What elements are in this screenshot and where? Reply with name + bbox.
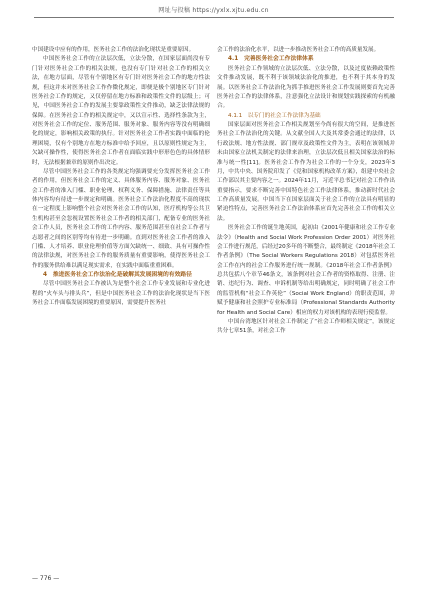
- left-paragraph-3: 尽管中国医务社会工作的各类规定均强调要充分发挥医务社会工作者的作用，但医务社会工作的定义、具体服务内容、服务对象、医务社会工作者的准入门槛、职业伦理、权利义务、保障措施、法律责任等具体内容均有待进一步规定和明确。医务社会工作法治化程度不高的现状在一定程度上影响整个社会对医务社会工作的认知，医疗机构等公共卫生机构甚至会忽视设置医务社会工作者的相关部门，配备专业的医务社会工作人员，医务社会工作的工作内容、服务范围甚至在社会工作者与志愿者之间的区别等均有待进一步明确。直到对医务社会工作者的准入门槛、人才培养、职业伦理价值等方面欠缺统一、细致、具有可操作性的法律法规，对医务社会工作的服务质量有重要影响，使得医务社会工作的服务供给难以满足现实需求，在实践中面临重重困难。: [32, 168, 210, 269]
- header-divider: [34, 17, 394, 18]
- page-header: [0, 0, 427, 22]
- left-paragraph-2: 中国医务社会工作的立法层次低，立法分散，在国家层面尚没有专门针对医务社会工作的相关法规，也没有专门针对社会工作的相关立法，在地方层面，尽管有个别地区有专门针对医务社会工作的地方性法规，但这并未对医务社会工作作微化规定，即便是极个别地区专门针对医务社会工作的规定，又仅停留在地方标准和政策性文件的层级上；可见，中国医务社会工作的发展主要靠政策性文件推动，缺乏法律法规的保障。在医务社会工作的相关规定中，又以宣示性、选择性条款为主，对医务社会工作的定位、服务范围、服务对象、服务内容等没有明确细化的规定，影响相关政策的执行。针对医务社会工作者实践中面临的伦理困境，仅有个别地方在地方标准中给予回应，且以原则性规定为主，欠缺可操作性，使得医务社会工作者在面临实践中形形色色的具体情形时，无法根据兼章的原则作出决定。: [32, 56, 210, 166]
- page-number: — 776 —: [32, 575, 60, 582]
- right-paragraph-5: 中国台湾地区针对社会工作制定了“社会工作师相关规定”，该规定共分七章51条，对社会工作: [217, 318, 395, 335]
- journal-url-header: 网址与投稿 https://yxlx.xjtu.edu.cn: [158, 7, 269, 14]
- left-paragraph-1: 中国建设中应有的作用，医务社会工作的法治化现状是重要原因。: [32, 47, 195, 53]
- right-paragraph-3: 国家层面对医务社会工作相关规划至今尚有很大的空间，是推进医务社会工作法治化的关键。从文献全国人大及其常委会通过的法律，以行政法规、地方性法规、部门规章及政策性文件为主，表明在该领域并未由国家立法机关制定的法律来治理，立法层次低且相关国家法治的标准与统一性[11]。医务社会工作作为社会工作的一个分支，2023年3月，中共中央、国务院印发了《党和国家机构改革方案》，组建中央社会工作部以其主要内容之一。2024年11月，习近平总书记对社会工作作出重要指示，要求不断完善中国特色社会工作法律体系，推动新时代社会工作高质量发展。中国当下在国家层面关于社会工作的立法具有明显的紧迫性特点，完善医务社会工作法治体系应首先完善社会工作的相关立法。: [217, 122, 395, 222]
- right-paragraph-4: 医务社会工作的诞生地英国，起初由《2001年健康和社会工作专业法令》（Health and Social Work Profession Order 2001）对医务社会工作进行规范，后经过20多年的不断整合，最终制定《2018年社会工作者条例》（The Social Workers Regulations 2018）对包括医务社会工作在内的社会工作服务进行统一规制。《2018年社会工作者条例》总共包括八个章节46条文，该条例对社会工作者的资格取得、注册、注销、违纪行为、调查、申诉机制等给出明确规定，同时明确了社会工作的监管机构“社会工作英伦”（Social Work England）的职责范围，并赋予健康和社会照护专业标准局（Professional Standards Authority for Health and Social Care）相应的权力对该机构的表现行使监督。: [217, 225, 395, 316]
- left-column: [32, 46, 210, 309]
- right-column: [217, 46, 395, 337]
- section-4-1-1-heading: 4.1.1 以专门的社会工作法律为基础: [228, 112, 321, 119]
- right-paragraph-1: 会工作的法治化水平，以进一步推动医务社会工作的高质量发展。: [217, 47, 380, 53]
- right-paragraph-2: 医务社会工作领域的立法层次低、立法分散，以及过度依赖政策性文件推动发展，既不利于该领域法治化的推进，也不利于其本身的发展。以医务社会工作法治化为抓手推进医务社会工作发展则要首先完善医务社会工作的法律体系，注意强化立法设计和规划实践探索的有机融合。: [217, 65, 395, 110]
- section-4-1-heading: 4.1 完善医务社会工作法律体系: [228, 56, 314, 63]
- section-4-heading: 4 推进医务社会工作法治化是破解其发展困境的有效路径: [43, 272, 192, 278]
- left-paragraph-4: 尽管中国医务社会工作被认为是整个社会工作专业发展和专业化进程的“火车头与排头兵”，但是中国医务社会工作的法治化现状是当下医务社会工作面临发展困境的重要原因，需要提升医务社: [32, 281, 210, 307]
